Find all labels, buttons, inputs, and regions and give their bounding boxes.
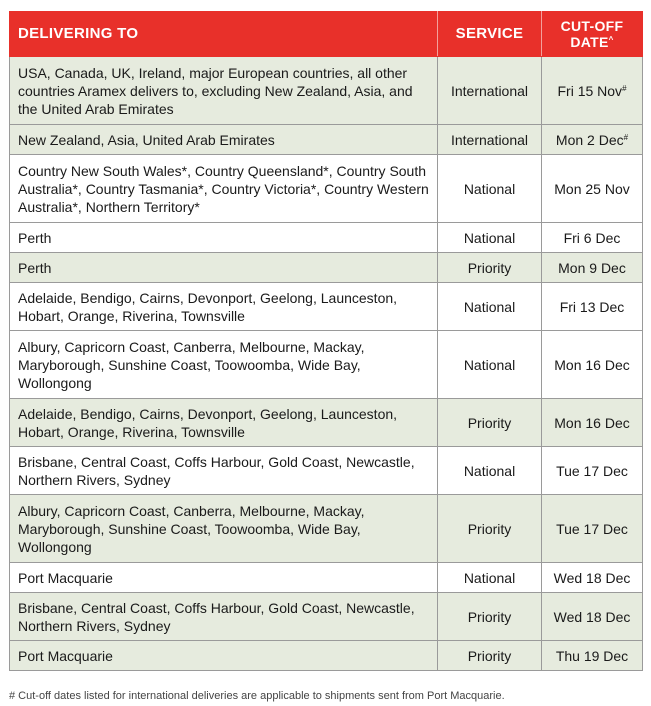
- cutoff-date-cell: [542, 593, 643, 641]
- international-note-mark: #: [623, 132, 629, 142]
- header-service: SERVICE: [438, 12, 542, 57]
- service-cell: Priority: [438, 495, 542, 563]
- table-row: [10, 223, 643, 253]
- cutoff-date-cell: [542, 563, 643, 593]
- cutoff-date-cell: [542, 125, 643, 155]
- cutoff-date-cell: [542, 331, 643, 399]
- cutoff-date-text: Tue 17 Dec: [556, 520, 628, 537]
- header-cutoff-date: [542, 12, 643, 57]
- cutoff-date-cell: [542, 223, 643, 253]
- cutoff-date-text: Fri 15 Nov: [557, 82, 623, 99]
- table-row: [10, 399, 643, 447]
- cutoff-date-cell: [542, 641, 643, 671]
- table-row: [10, 593, 643, 641]
- destination-cell: Country New South Wales*, Country Queensland*, Country South Australia*, Country Tasmania*, Country Victoria*, Country Western Australia*, Northern Territory*: [10, 155, 438, 223]
- destination-cell: Brisbane, Central Coast, Coffs Harbour, Gold Coast, Newcastle, Northern Rivers, Sydney: [10, 447, 438, 495]
- cutoff-date-text: Tue 17 Dec: [556, 462, 628, 479]
- destination-cell: New Zealand, Asia, United Arab Emirates: [10, 125, 438, 155]
- table-row: [10, 57, 643, 125]
- destination-cell: Albury, Capricorn Coast, Canberra, Melbourne, Mackay, Maryborough, Sunshine Coast, Toowoomba, Wide Bay, Wollongong: [10, 495, 438, 563]
- service-cell: Priority: [438, 253, 542, 283]
- cutoff-date-cell: [542, 57, 643, 125]
- service-cell: Priority: [438, 593, 542, 641]
- service-cell: National: [438, 223, 542, 253]
- footnote: # Cut-off dates listed for international deliveries are applicable to shipments sent from Port Macquarie.: [9, 690, 505, 702]
- cutoff-date-text: Mon 16 Dec: [554, 356, 630, 373]
- destination-cell: Adelaide, Bendigo, Cairns, Devonport, Geelong, Launceston, Hobart, Orange, Riverina, Townsville: [10, 399, 438, 447]
- service-cell: Priority: [438, 399, 542, 447]
- table-row: [10, 563, 643, 593]
- cutoff-date-text: Thu 19 Dec: [555, 647, 629, 664]
- table-row: [10, 641, 643, 671]
- table-row: [10, 447, 643, 495]
- table-row: [10, 495, 643, 563]
- cutoff-date-text: Mon 16 Dec: [554, 414, 630, 431]
- service-cell: Priority: [438, 641, 542, 671]
- cutoff-date-cell: [542, 253, 643, 283]
- destination-cell: Port Macquarie: [10, 641, 438, 671]
- cutoff-date-cell: [542, 283, 643, 331]
- table-row: [10, 253, 643, 283]
- cutoff-date-cell: [542, 495, 643, 563]
- cutoff-date-text: Mon 25 Nov: [554, 180, 630, 197]
- service-cell: International: [438, 57, 542, 125]
- cutoff-date-text: Mon 2 Dec: [555, 131, 624, 148]
- destination-cell: Adelaide, Bendigo, Cairns, Devonport, Geelong, Launceston, Hobart, Orange, Riverina, Townsville: [10, 283, 438, 331]
- header-delivering-to: DELIVERING TO: [10, 12, 438, 57]
- header-cutoff-line1: CUT-OFF: [560, 18, 624, 34]
- destination-cell: Albury, Capricorn Coast, Canberra, Melbourne, Mackay, Maryborough, Sunshine Coast, Toowoomba, Wide Bay, Wollongong: [10, 331, 438, 399]
- service-cell: International: [438, 125, 542, 155]
- cutoff-date-text: Wed 18 Dec: [553, 569, 631, 586]
- table-row: [10, 125, 643, 155]
- service-cell: National: [438, 331, 542, 399]
- destination-cell: Port Macquarie: [10, 563, 438, 593]
- destination-cell: USA, Canada, UK, Ireland, major European countries, all other countries Aramex delivers to, excluding New Zealand, Asia, and the United Arab Emirates: [10, 57, 438, 125]
- service-cell: National: [438, 563, 542, 593]
- destination-cell: Perth: [10, 223, 438, 253]
- cutoff-date-cell: [542, 399, 643, 447]
- service-cell: National: [438, 283, 542, 331]
- international-note-mark: #: [622, 83, 627, 93]
- cutoff-date-text: Mon 9 Dec: [558, 259, 626, 276]
- service-cell: National: [438, 155, 542, 223]
- table-row: [10, 331, 643, 399]
- header-cutoff-line2: DATE: [570, 34, 609, 50]
- destination-cell: Brisbane, Central Coast, Coffs Harbour, Gold Coast, Newcastle, Northern Rivers, Sydney: [10, 593, 438, 641]
- table-row: [10, 155, 643, 223]
- destination-cell: Perth: [10, 253, 438, 283]
- cutoff-date-cell: [542, 155, 643, 223]
- header-cutoff-mark: ^: [608, 35, 614, 44]
- cutoff-date-text: Fri 6 Dec: [563, 229, 621, 246]
- cutoff-table: [9, 11, 643, 671]
- cutoff-date-text: Fri 13 Dec: [559, 298, 625, 315]
- service-cell: National: [438, 447, 542, 495]
- table-header-row: [10, 12, 643, 57]
- table-row: [10, 283, 643, 331]
- cutoff-date-text: Wed 18 Dec: [553, 608, 631, 625]
- cutoff-date-cell: [542, 447, 643, 495]
